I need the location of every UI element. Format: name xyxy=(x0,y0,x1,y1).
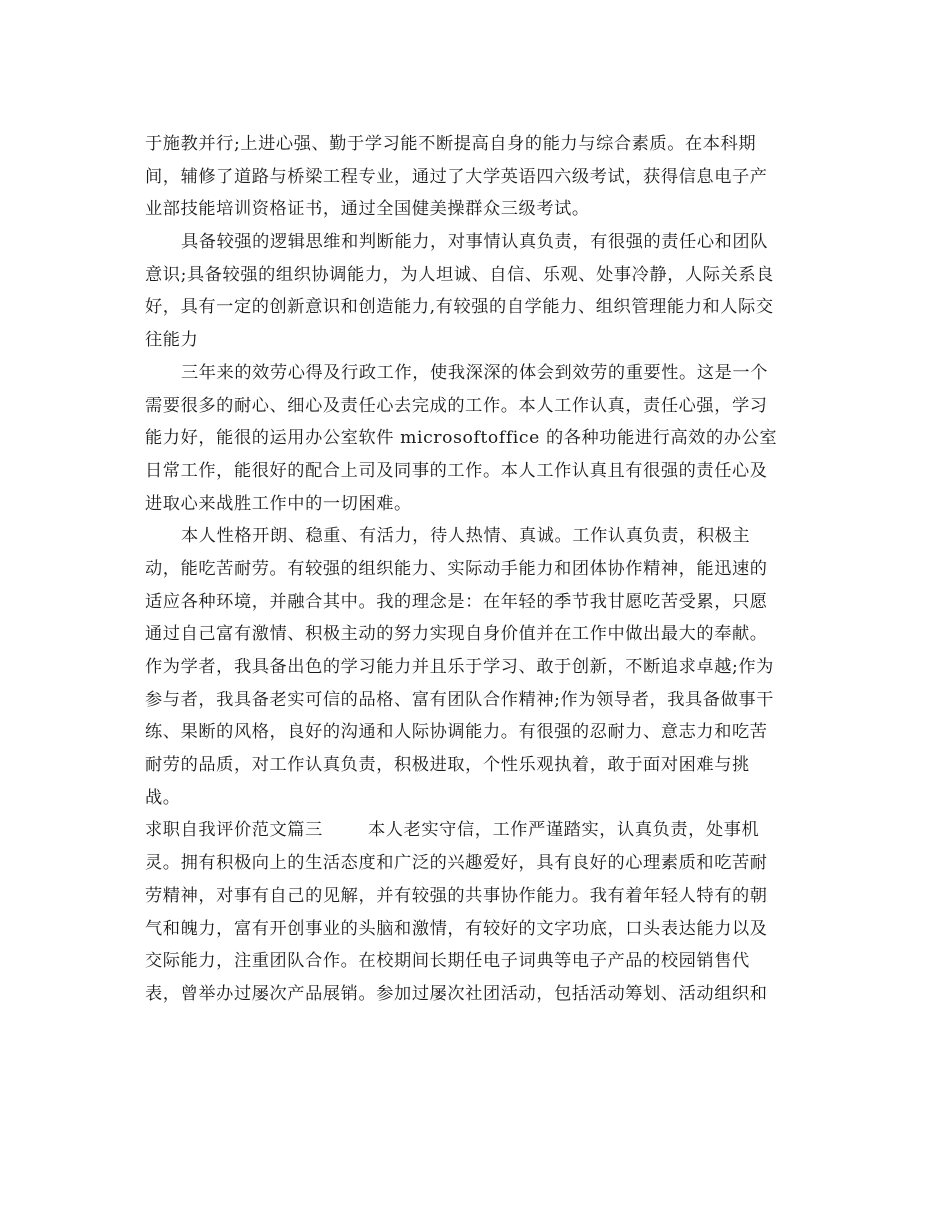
text-line: 交际能力，注重团队合作。在校期间长期任电子词典等电子产品的校园销售代 xyxy=(145,951,750,972)
text-line: 战。 xyxy=(145,787,181,808)
text-line: 耐劳的品质，对工作认真负责，积极进取，个性乐观执着，敢于面对困难与挑 xyxy=(145,755,750,776)
paragraph-start-line: 具备较强的逻辑思维和判断能力，对事情认真负责，有很强的责任心和团队 xyxy=(181,232,768,253)
document-body xyxy=(145,128,810,1011)
text-line: 需要很多的耐心、细心及责任心去完成的工作。本人工作认真，责任心强，学习 xyxy=(145,395,768,416)
text-line: 劳精神，对事有自己的见解，并有较强的共事协作能力。我有着年轻人特有的朝 xyxy=(145,885,768,906)
section-heading: 求职自我评价范文篇三 xyxy=(145,820,323,841)
text-line: 往能力 xyxy=(145,330,199,351)
text-line: 能力好，能很的运用办公室软件 microsoftoffice 的各种功能进行高效的办公室 xyxy=(145,428,778,449)
text-line: 作为学者，我具备出色的学习能力并且乐于学习、敢于创新，不断追求卓越;作为 xyxy=(145,657,774,677)
text-line: 动，能吃苦耐劳。有较强的组织能力、实际动手能力和团体协作精神，能迅速的 xyxy=(145,558,768,579)
text-line: 意识;具备较强的组织协调能力，为人坦诚、自信、乐观、处事冷静，人际关系良 xyxy=(145,264,774,285)
section-first-line: 本人老实守信，工作严谨踏实，认真负责，处事机 xyxy=(368,820,760,841)
text-line: 间，辅修了道路与桥梁工程专业，通过了大学英语四六级考试，获得信息电子产 xyxy=(145,166,768,187)
text-line: 气和魄力，富有开创事业的头脑和激情，有较好的文字功底，口头表达能力以及 xyxy=(145,918,768,939)
text-line: 表，曾举办过屡次产品展销。参加过屡次社团活动，包括活动筹划、活动组织和 xyxy=(145,983,768,1004)
text-line: 业部技能培训资格证书，通过全国健美操群众三级考试。 xyxy=(145,199,590,220)
paragraph-start-line: 本人性格开朗、稳重、有活力，待人热情、真诚。工作认真负责，积极主 xyxy=(181,526,751,547)
text-line: 通过自己富有激情、积极主动的努力实现自身价值并在工作中做出最大的奉献。 xyxy=(145,624,768,645)
text-line: 进取心来战胜工作中的一切困难。 xyxy=(145,493,412,514)
text-line: 于施教并行;上进心强、勤于学习能不断提高自身的能力与综合素质。在本科期 xyxy=(145,134,757,154)
text-line: 参与者，我具备老实可信的品格、富有团队合作精神;作为领导者，我具备做事干 xyxy=(145,689,774,710)
text-line: 好，具有一定的创新意识和创造能力,有较强的自学能力、组织管理能力和人际交 xyxy=(145,297,774,318)
paragraph-start-line: 三年来的效劳心得及行政工作，使我深深的体会到效劳的重要性。这是一个 xyxy=(181,362,768,383)
section-heading-line xyxy=(145,814,810,847)
text-line: 适应各种环境，并融合其中。我的理念是：在年轻的季节我甘愿吃苦受累，只愿 xyxy=(145,591,768,612)
text-line: 练、果断的风格，良好的沟通和人际协调能力。有很强的忍耐力、意志力和吃苦 xyxy=(145,722,768,743)
text-line: 灵。拥有积极向上的生活态度和广泛的兴趣爱好，具有良好的心理素质和吃苦耐 xyxy=(145,853,768,874)
text-line: 日常工作，能很好的配合上司及同事的工作。本人工作认真且有很强的责任心及 xyxy=(145,460,768,481)
